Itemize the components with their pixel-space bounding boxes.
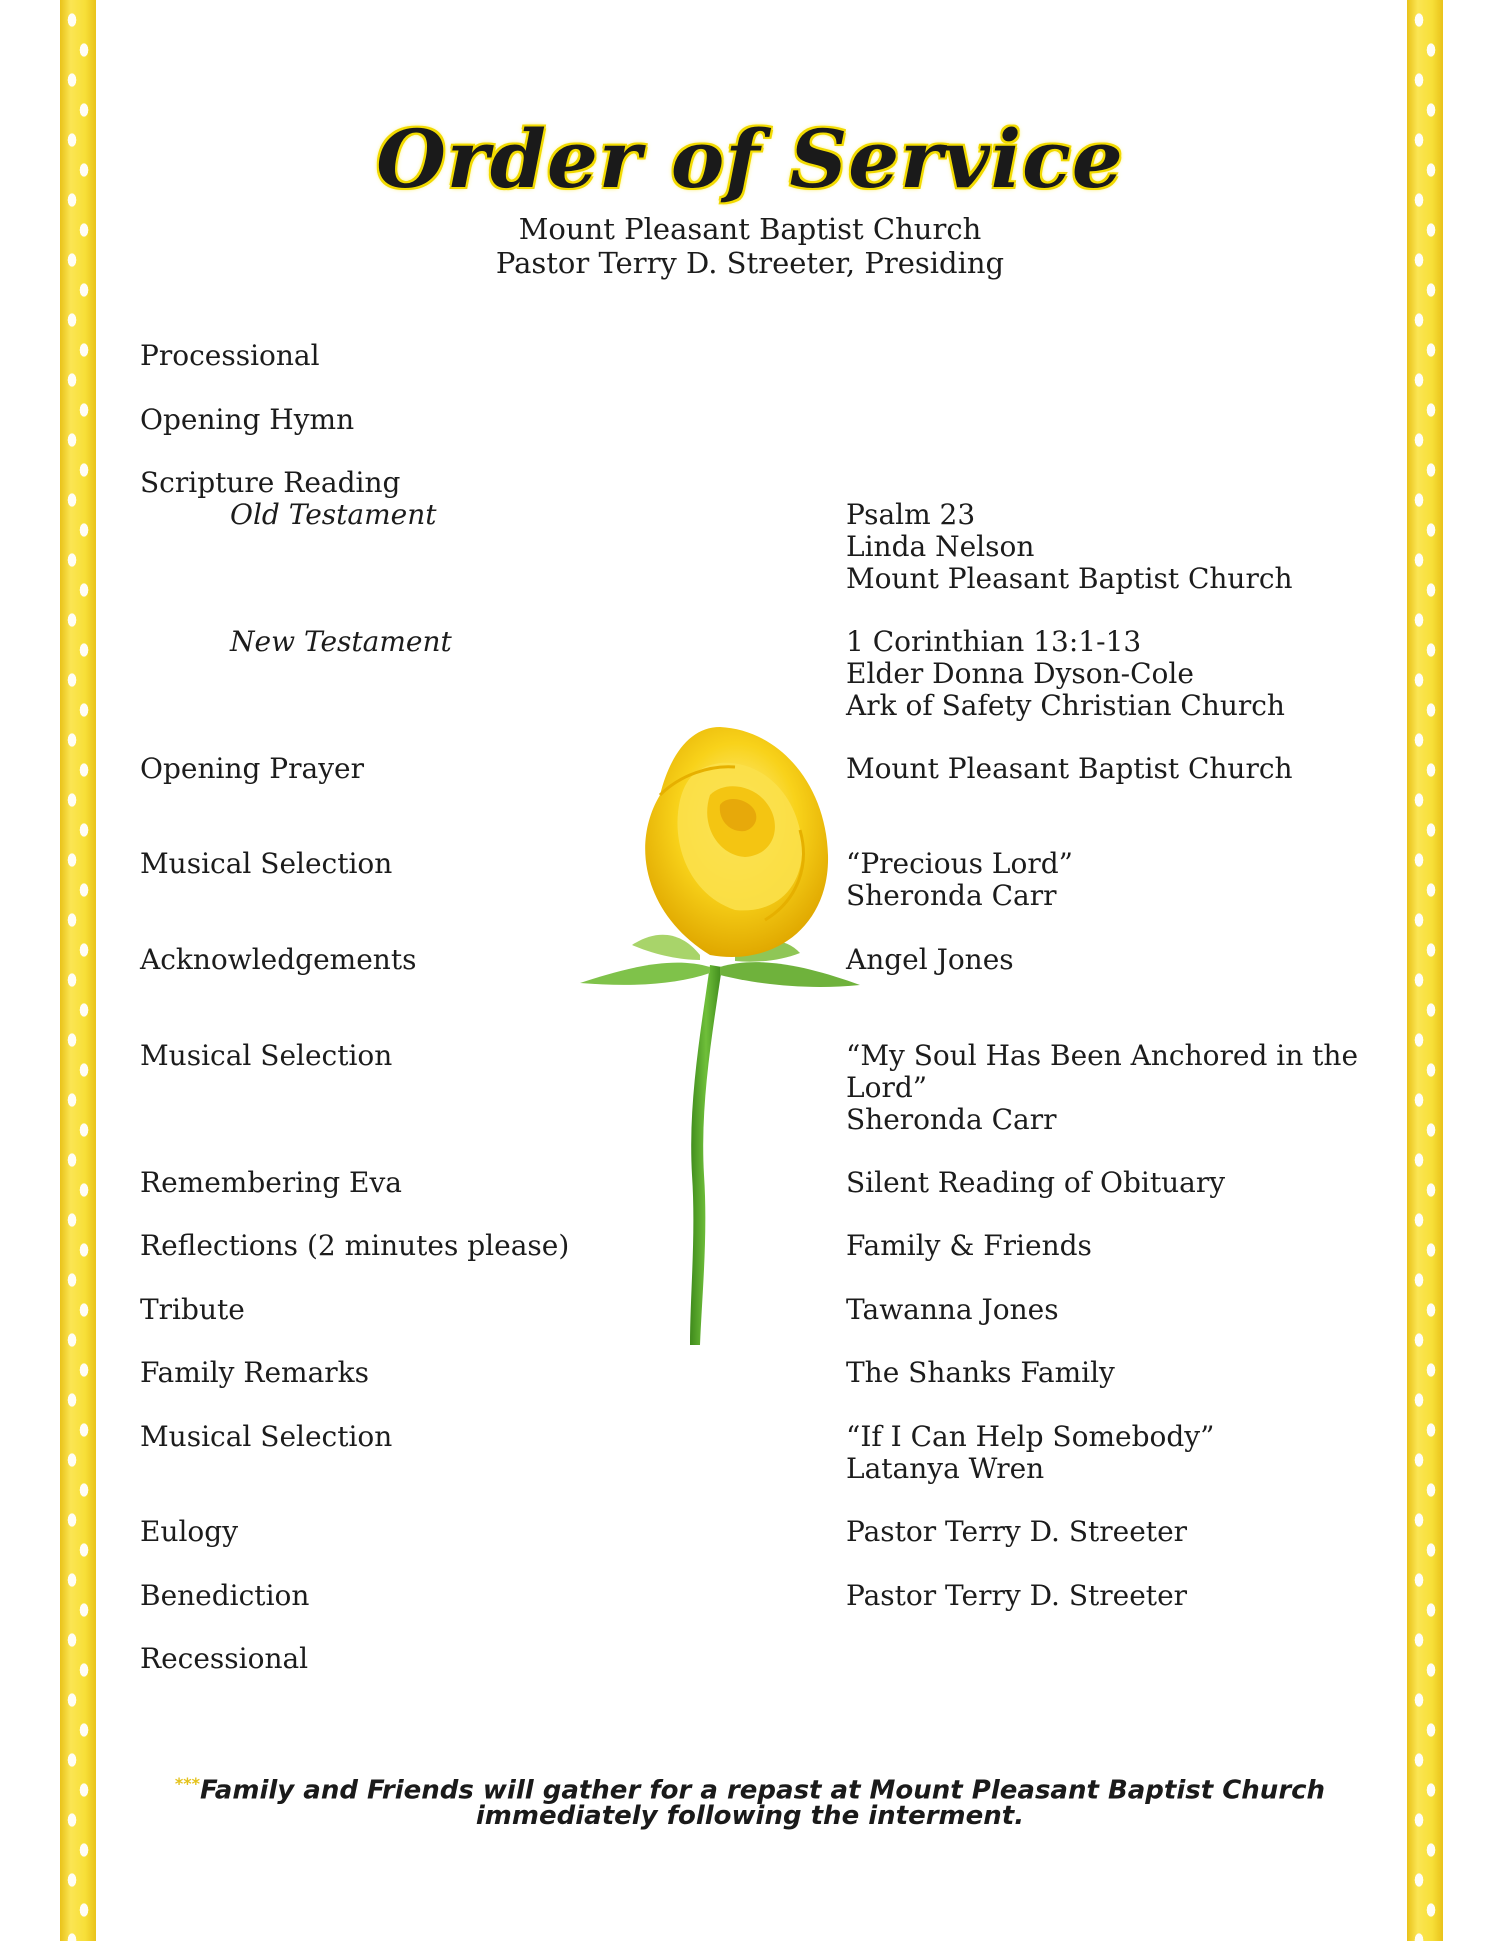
item-family-remarks: Family Remarks [140, 1356, 370, 1389]
item-eulogy: Eulogy [140, 1515, 239, 1548]
item-reflections: Reflections (2 minutes please) [140, 1229, 570, 1262]
detail-line: Lord” [846, 1071, 928, 1104]
detail-line: 1 Corinthian 13:1-13 [846, 625, 1142, 658]
detail-line: “Precious Lord” [846, 847, 1073, 880]
detail-line: Family & Friends [846, 1229, 1092, 1262]
item-processional: Processional [140, 339, 320, 372]
detail-line: Psalm 23 [846, 498, 976, 531]
detail-line: Mount Pleasant Baptist Church [846, 562, 1293, 595]
detail-line: Angel Jones [846, 943, 1014, 976]
page-title: Order of Service [376, 112, 1124, 206]
item-benediction: Benediction [140, 1579, 310, 1612]
item-musical-selection: Musical Selection [140, 847, 393, 880]
detail-line: Elder Donna Dyson-Cole [846, 657, 1194, 690]
item-acknowledgements: Acknowledgements [140, 943, 417, 976]
item-opening-prayer: Opening Prayer [140, 752, 364, 785]
detail-line: Pastor Terry D. Streeter [846, 1579, 1188, 1612]
detail-line: Pastor Terry D. Streeter [846, 1515, 1188, 1548]
item-new-testament: New Testament [230, 625, 452, 658]
detail-line: Sheronda Carr [846, 879, 1057, 912]
repast-line-2: immediately following the interment. [475, 1801, 1025, 1831]
item-opening-hymn: Opening Hymn [140, 403, 355, 436]
stars-mark: *** [174, 1774, 201, 1793]
church-name: Mount Pleasant Baptist Church [518, 212, 982, 246]
decorative-border-right [1407, 0, 1443, 1941]
detail-line: Tawanna Jones [846, 1293, 1059, 1326]
detail-line: Sheronda Carr [846, 1103, 1057, 1136]
item-musical-selection: Musical Selection [140, 1039, 393, 1072]
item-recessional: Recessional [140, 1642, 309, 1675]
item-remembering: Remembering Eva [140, 1166, 402, 1199]
detail-line: “If I Can Help Somebody” [846, 1420, 1215, 1453]
detail-line: Latanya Wren [846, 1452, 1045, 1485]
detail-line: The Shanks Family [846, 1356, 1115, 1389]
item-old-testament: Old Testament [230, 498, 437, 531]
detail-line: Linda Nelson [846, 530, 1035, 563]
detail-line: Ark of Safety Christian Church [846, 689, 1285, 722]
repast-line-1: Family and Friends will gather for a repast at Mount Pleasant Baptist Church [200, 1775, 1326, 1806]
detail-line: Silent Reading of Obituary [846, 1166, 1226, 1199]
item-musical-selection: Musical Selection [140, 1420, 393, 1453]
detail-line: Mount Pleasant Baptist Church [846, 752, 1293, 785]
decorative-border-left [60, 0, 96, 1941]
presiding-pastor: Pastor Terry D. Streeter, Presiding [495, 246, 1005, 280]
detail-line: “My Soul Has Been Anchored in the [846, 1039, 1359, 1072]
item-scripture-reading: Scripture Reading [140, 466, 401, 499]
item-tribute: Tribute [140, 1293, 245, 1326]
